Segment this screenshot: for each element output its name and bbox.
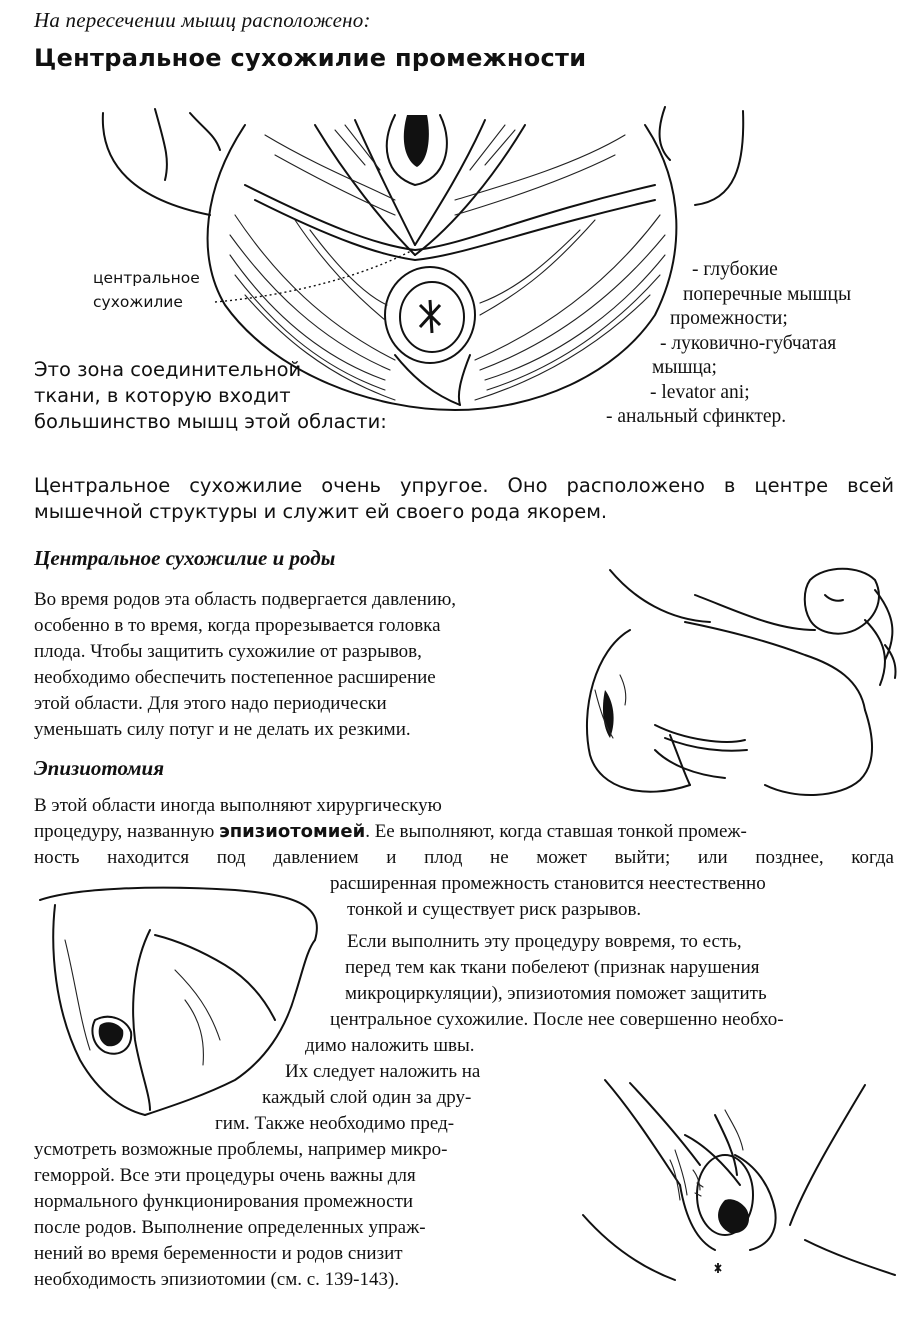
paragraph-line: Центральное сухожилие очень упругое. Оно расположено в центре всей — [34, 474, 894, 497]
intro-line: ткани, в которую входит — [34, 384, 291, 407]
episiotomy-body-line: димо наложить швы. — [305, 1035, 475, 1056]
suturing-illustration — [575, 1075, 905, 1290]
muscle-list-line: - луковично-губчатая — [660, 332, 837, 354]
muscle-list-line: - глубокие — [692, 259, 778, 280]
intro-line: большинство мышц этой области: — [34, 410, 387, 433]
episiotomy-line: В этой области иногда выполняют хирургическую — [34, 795, 442, 816]
section-line: этой области. Для этого надо периодически — [34, 693, 387, 714]
episiotomy-body-line: усмотреть возможные проблемы, например микро- — [34, 1139, 448, 1160]
episiotomy-line: расширенная промежность становится неестественно — [330, 873, 766, 894]
childbirth-position-illustration — [575, 560, 905, 805]
section-line: необходимо обеспечить постепенное расширение — [34, 667, 436, 688]
paragraph-line: мышечной структуры и служит ей своего рода якорем. — [34, 500, 608, 523]
section-line: плода. Чтобы защитить сухожилие от разрывов, — [34, 641, 422, 662]
episiotomy-body-line: гим. Также необходимо пред- — [215, 1113, 455, 1134]
section-heading-episiotomy: Эпизиотомия — [34, 756, 165, 780]
episiotomy-body-line: геморрой. Все эти процедуры очень важны для — [34, 1165, 416, 1186]
episiotomy-body-line: Их следует наложить на — [285, 1061, 481, 1082]
page-title: Центральное сухожилие промежности — [34, 44, 587, 72]
figure-label-line1: центральное — [93, 269, 200, 287]
figure-intro-text — [34, 357, 454, 435]
episiotomy-term: эпизиотомией — [219, 821, 366, 842]
section-line: особенно в то время, когда прорезывается головка — [34, 615, 441, 636]
figure-label-line2: сухожилие — [93, 293, 183, 311]
section-heading-childbirth: Центральное сухожилие и роды — [34, 546, 336, 570]
episiotomy-line-pre: процедуру, названную — [34, 821, 220, 842]
page-kicker: На пересечении мышц расположено: — [34, 8, 371, 32]
intro-line: Это зона соединительной — [34, 358, 302, 381]
episiotomy-body-line: необходимость эпизиотомии (см. с. 139-143). — [34, 1269, 400, 1290]
muscle-list-line: - levator ani; — [650, 381, 750, 403]
muscle-list-line: поперечные мышцы — [683, 283, 852, 305]
figure-label — [93, 266, 200, 314]
episiotomy-line: тонкой и существует риск разрывов. — [347, 899, 642, 920]
section-line: уменьшать силу потуг и не делать их резкими. — [34, 719, 411, 740]
episiotomy-body-line: микроциркуляции), эпизиотомия поможет защитить — [345, 983, 767, 1004]
episiotomy-intro — [34, 793, 894, 871]
muscle-list-line: - анальный сфинктер. — [606, 406, 787, 427]
muscle-list-line: мышца; — [652, 357, 717, 378]
episiotomy-body-line: нений во время беременности и родов снизит — [34, 1243, 403, 1264]
episiotomy-body-line: центральное сухожилие. После нее совершенно необхо- — [330, 1009, 784, 1030]
section-line: Во время родов эта область подвергается давлению, — [34, 589, 457, 610]
episiotomy-body-line: перед тем как ткани побелеют (признак нарушения — [345, 957, 760, 978]
episiotomy-body-line: после родов. Выполнение определенных упраж- — [34, 1217, 426, 1238]
episiotomy-body-line: каждый слой один за дру- — [262, 1087, 472, 1108]
episiotomy-line — [34, 819, 894, 845]
episiotomy-body-line: Если выполнить эту процедуру вовремя, то есть, — [347, 931, 742, 952]
section-childbirth-text — [34, 587, 564, 743]
muscle-list — [600, 258, 900, 430]
episiotomy-line: ность находится под давлением и плод не может выйти; или позднее, когда — [34, 847, 894, 868]
muscle-list-line: промежности; — [670, 308, 788, 329]
episiotomy-line-post: . Ее выполняют, когда ставшая тонкой промеж- — [365, 821, 747, 842]
paragraph-elasticity — [34, 473, 894, 525]
episiotomy-body-line: нормального функционирования промежности — [34, 1191, 414, 1212]
